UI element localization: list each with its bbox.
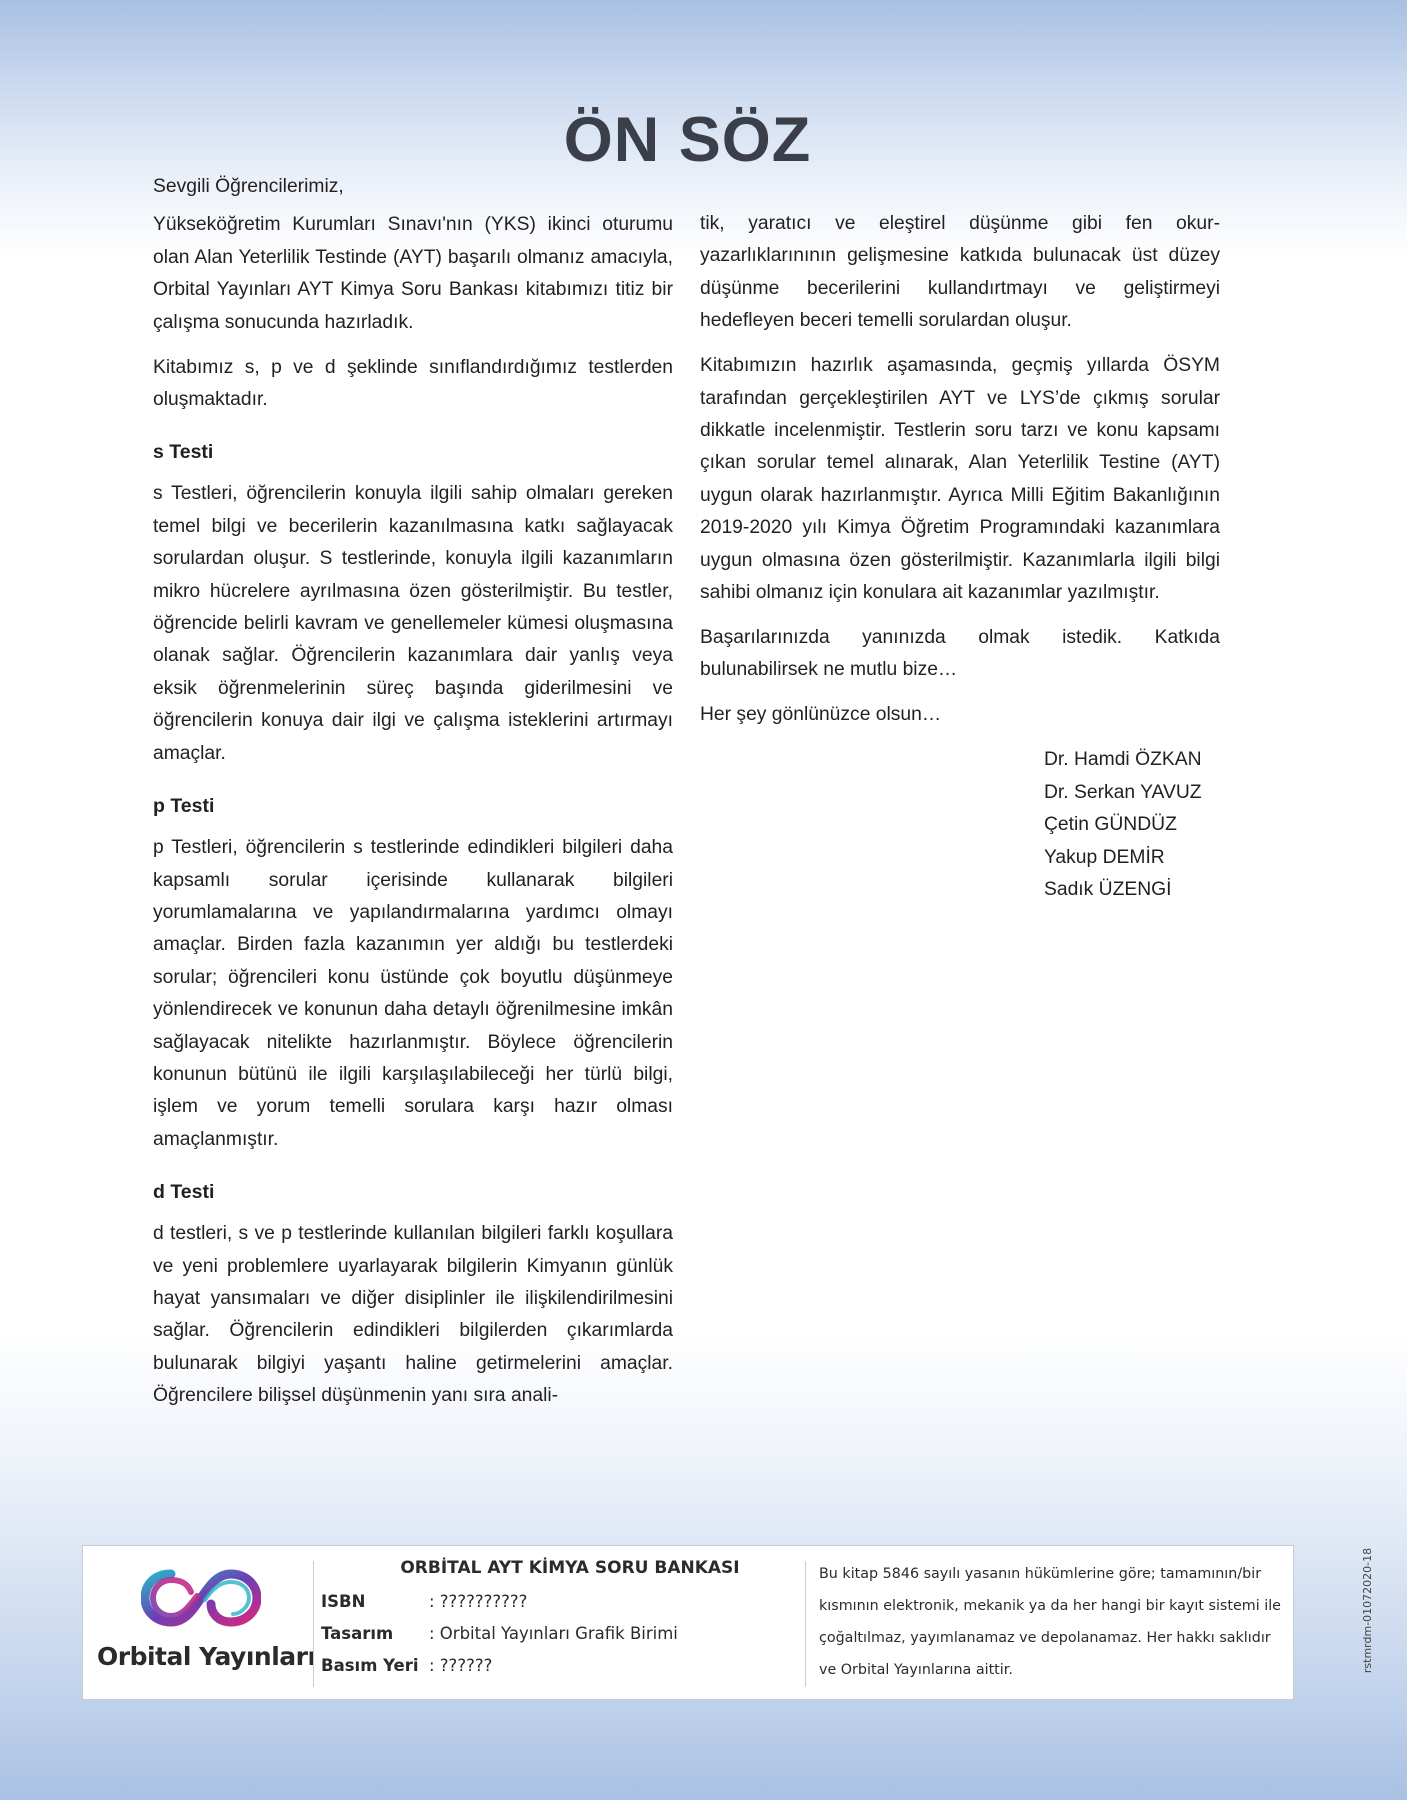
author-name: Çetin GÜNDÜZ: [1044, 814, 1177, 836]
author-name: Yakup DEMİR: [1044, 846, 1165, 868]
info-key: Basım Yeri: [321, 1655, 419, 1675]
p-test-heading: p Testi: [153, 795, 215, 818]
colophon-box: [82, 1545, 1294, 1700]
book-info: [321, 1558, 801, 1681]
s-test-heading: s Testi: [153, 441, 214, 464]
orbital-logo-icon: [141, 1566, 261, 1630]
author-list: [1044, 744, 1220, 906]
book-title: ORBİTAL AYT KİMYA SORU BANKASI: [400, 1558, 740, 1578]
d-test-heading: d Testi: [153, 1181, 215, 1204]
info-value: : ??????: [429, 1655, 493, 1675]
divider: [313, 1561, 314, 1687]
closing-line: Her şey gönlünüzce olsun…: [700, 704, 942, 726]
preparation-paragraph: Kitabımızın hazırlık aşamasında, geçmiş yıllarda ÖSYM tarafından gerçekleştirilen AYT ve LYS’de çıkmış sorular dikkatle incelenmiştir. Testlerin soru tarzı ve konu kapsamı çıkan sorular temel alınarak, Alan Yeterlilik Testine (AYT) uygun olarak hazırlanmıştır. Ayrıca Milli Eğitim Bakanlığının 2019-2020 yılı Kimya Öğretim Programındaki kazanımlara uygun olmasına özen gösterilmiştir. Kazanımlarla ilgili bilgi sahibi olmanız için konulara ait kazanımlar yazılmıştır.: [700, 355, 1220, 604]
page-title: ÖN SÖZ: [563, 105, 812, 175]
author-name: Dr. Serkan YAVUZ: [1044, 781, 1202, 803]
info-key: ISBN: [321, 1591, 366, 1611]
info-row: [321, 1617, 801, 1649]
author-name: Dr. Hamdi ÖZKAN: [1044, 749, 1202, 771]
info-row: [321, 1649, 801, 1681]
p-test-paragraph: p Testleri, öğrencilerin s testlerinde edindikleri bilgileri daha kapsamlı sorular içerisinde kullanarak bilgileri yorumlamalarına ve yapılandırmalarına yardımcı olmayı amaçlar. Birden fazla kazanımın yer aldığı bu testlerdeki sorular; öğrencileri konu üstünde çok boyutlu düşünmeye yönlendirecek ve konunun daha detaylı öğrenilmesine imkân sağlayacak nitelikte hazırlanmıştır. Böylece öğrencilerin konunun bütünü ile ilgili karşılaşılabileceği her türlü bilgi, işlem ve yorum temelli sorulara karşı hazır olması amaçlanmıştır.: [153, 837, 673, 1150]
classification-paragraph: Kitabımız s, p ve d şeklinde sınıflandırdığımız testlerden oluşmaktadır.: [153, 356, 673, 411]
publisher-name: Orbital Yayınları: [97, 1642, 316, 1671]
info-row: [321, 1585, 801, 1617]
copyright-notice: Bu kitap 5846 sayılı yasanın hükümlerine göre; tamamının/bir kısmının elektronik, mekanik ya da her hangi bir kayıt sistemi ile çoğaltılmaz, yayımlanamaz ve depolanamaz. Her hakkı saklıdır ve Orbital Yayınlarına aittir.: [819, 1566, 1281, 1678]
left-column: [153, 171, 673, 1425]
d-test-paragraph: d testleri, s ve p testlerinde kullanılan bilgileri farklı koşullara ve yeni problemlere uyarlayarak bilgilerin Kimyanın günlük hayat yansımaları ve diğer disiplinler ile ilişkilendirilmesini sağlar. Öğrencilerin edindikleri bilgilerden çıkarımlarda bulunarak bilgiyi yaşantı haline getirmelerini amaçlar. Öğrencilere bilişsel düşünmenin yanı sıra anali-: [153, 1223, 673, 1407]
intro-paragraph: Yükseköğretim Kurumları Sınavı'nın (YKS) ikinci oturumu olan Alan Yeterlilik Testinde (AYT) başarılı olmanız amacıyla, Orbital Yayınları AYT Kimya Soru Bankası kitabımızı titiz bir çalışma sonucunda hazırladık.: [153, 214, 673, 333]
info-value: : ??????????: [429, 1591, 528, 1611]
greeting: Sevgili Öğrencilerimiz,: [153, 176, 344, 197]
print-code: rstmrdm-01072020-18: [1361, 1547, 1375, 1674]
info-key: Tasarım: [321, 1623, 394, 1643]
divider: [805, 1561, 806, 1687]
publisher-logo: [83, 1546, 316, 1699]
author-name: Sadık ÜZENGİ: [1044, 879, 1172, 901]
info-value: : Orbital Yayınları Grafik Birimi: [429, 1623, 678, 1643]
continuation-paragraph: tik, yaratıcı ve eleştirel düşünme gibi fen okur-yazarlıklarınının gelişmesine katkıda bulunacak üst düzey düşünme becerilerini kullandırtmayı ve geliştirmeyi hedefleyen beceri temelli sorulardan oluşur.: [700, 213, 1220, 332]
wishes-paragraph: Başarılarınızda yanınızda olmak istedik. Katkıda bulunabilirsek ne mutlu bize…: [700, 627, 1220, 681]
s-test-paragraph: s Testleri, öğrencilerin konuyla ilgili sahip olmaları gereken temel bilgi ve becerilerin kazanılmasına katkı sağlayacak sorulardan oluşur. S testlerinde, konuyla ilgili kazanımların mikro hücrelere ayrılmasına özen gösterilmiştir. Bu testler, öğrencide belirli kavram ve genellemeler kümesi oluşmasına olanak sağlar. Öğrencilerin kazanımlara dair yanlış veya eksik öğrenmelerinin süreç başında giderilmesini ve öğrencilerin konuya dair ilgi ve çalışma isteklerini artırmayı amaçlar.: [153, 483, 673, 764]
right-column: [700, 208, 1220, 907]
